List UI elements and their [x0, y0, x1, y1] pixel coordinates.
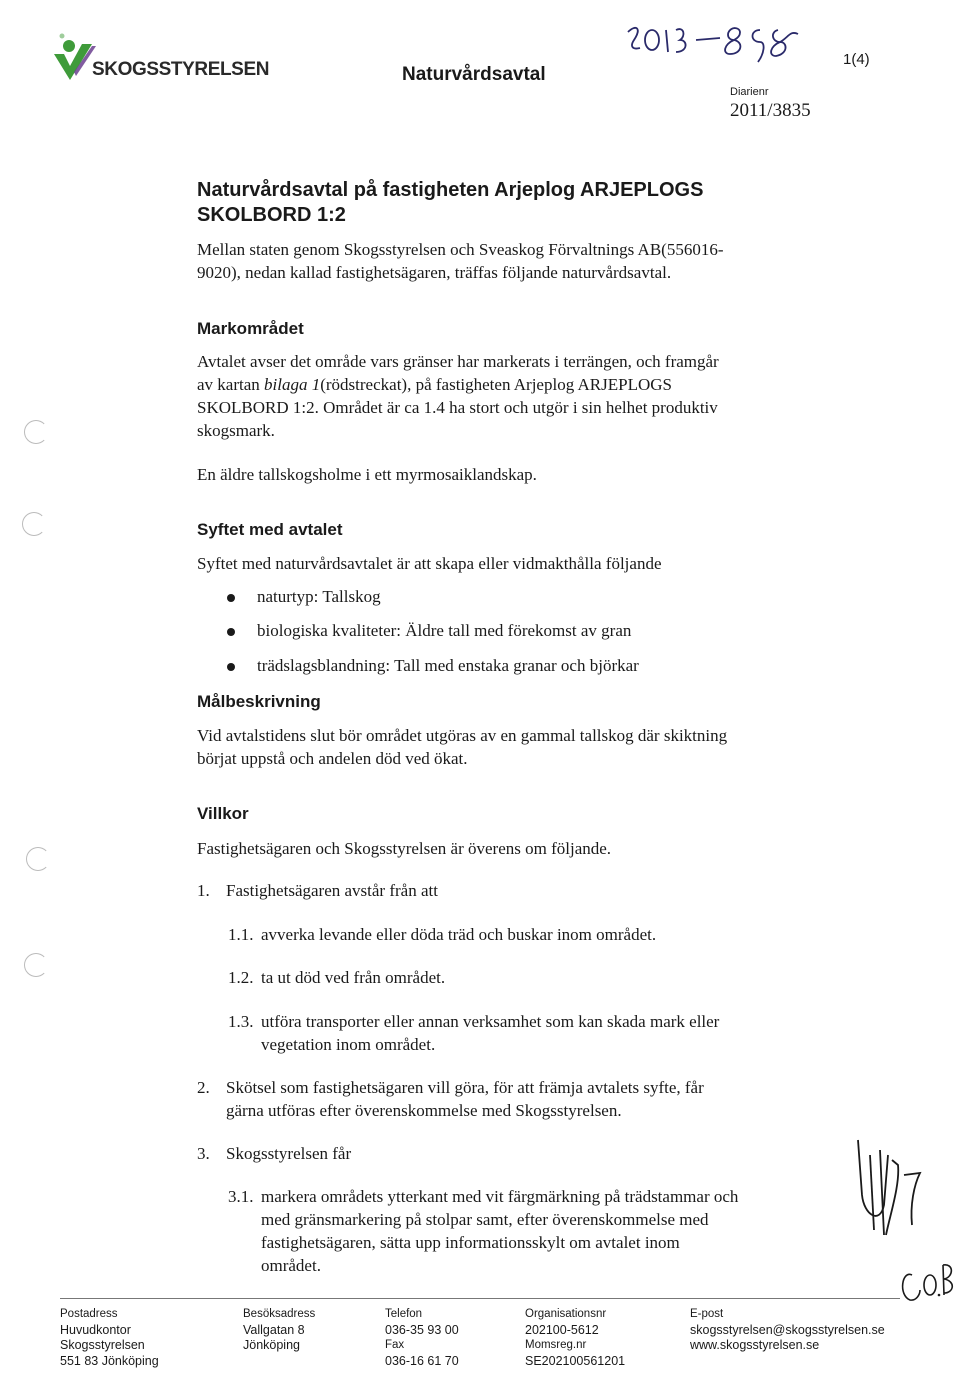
intro-paragraph: Mellan staten genom Skogsstyrelsen och Sveaskog Förvaltnings AB(556016- 9020), nedan kallad fastighetsägaren, träffas följande naturvårdsavtal. [197, 240, 724, 282]
footer-postadress: Postadress Huvudkontor Skogsstyrelsen 551 83 Jönköping [60, 1308, 159, 1369]
area-description: En äldre tallskogsholme i ett myrmosaiklandskap. [197, 465, 537, 484]
handwritten-number [622, 10, 802, 70]
footer-organisation: Organisationsnr 202100-5612 Momsreg.nr SE202100561201 [525, 1308, 626, 1369]
footer-besoksadress: Besöksadress Vallgatan 8 Jönköping [243, 1308, 316, 1353]
handwritten-signature [840, 1135, 955, 1315]
website-link[interactable]: www.skogsstyrelsen.se [690, 1338, 820, 1353]
markomradet-paragraph: Avtalet avser det område vars gränser har markerats i terrängen, och framgår av kartan bilaga 1(rödstreckat), på fastigheten Arjeplog ARJEPLOGS SKOLBORD 1:2. Området är ca 1.4 ha stort och utgör i sin helhet produktiv skogsmark. [197, 352, 719, 440]
bullet-icon [227, 628, 235, 636]
punch-hole-mark [24, 953, 48, 977]
logo-text: SKOGSSTYRELSEN [92, 59, 270, 80]
heading-markomradet: Markområdet [197, 319, 304, 338]
villkor-intro: Fastighetsägaren och Skogsstyrelsen är överens om följande. [197, 839, 612, 858]
punch-hole-mark [26, 847, 50, 871]
heading-syftet: Syftet med avtalet [197, 520, 343, 539]
bullet-icon [227, 594, 235, 602]
diarienr-label: Diarienr [730, 86, 769, 98]
bilaga-reference: bilaga 1 [264, 375, 321, 394]
syftet-intro: Syftet med naturvårdsavtalet är att skapa eller vidmakthålla följande [197, 554, 662, 573]
malbeskrivning-paragraph: Vid avtalstidens slut bör området utgöras av en gammal tallskog där skiktning börjat uppstå och andelen död ved ökat. [197, 726, 728, 768]
heading-villkor: Villkor [197, 804, 249, 823]
document-title: Naturvårdsavtal på fastigheten Arjeplog ARJEPLOGS SKOLBORD 1:2 [197, 179, 704, 226]
logo-dot-icon [63, 40, 75, 52]
bullet-icon [227, 663, 235, 671]
page-count: 1(4) [843, 51, 870, 68]
heading-malbeskrivning: Målbeskrivning [197, 692, 321, 711]
document-type: Naturvårdsavtal [402, 64, 546, 85]
diarienr-value: 2011/3835 [730, 100, 811, 121]
footer-divider [60, 1298, 900, 1299]
footer-telefon: Telefon 036-35 93 00 Fax 036-16 61 70 [385, 1308, 459, 1369]
email-link[interactable]: skogsstyrelsen@skogsstyrelsen.se [690, 1322, 885, 1337]
footer-contact: E-post skogsstyrelsen@skogsstyrelsen.se www.skogsstyrelsen.se [690, 1308, 885, 1353]
punch-hole-mark [24, 420, 48, 444]
punch-hole-mark [22, 512, 46, 536]
